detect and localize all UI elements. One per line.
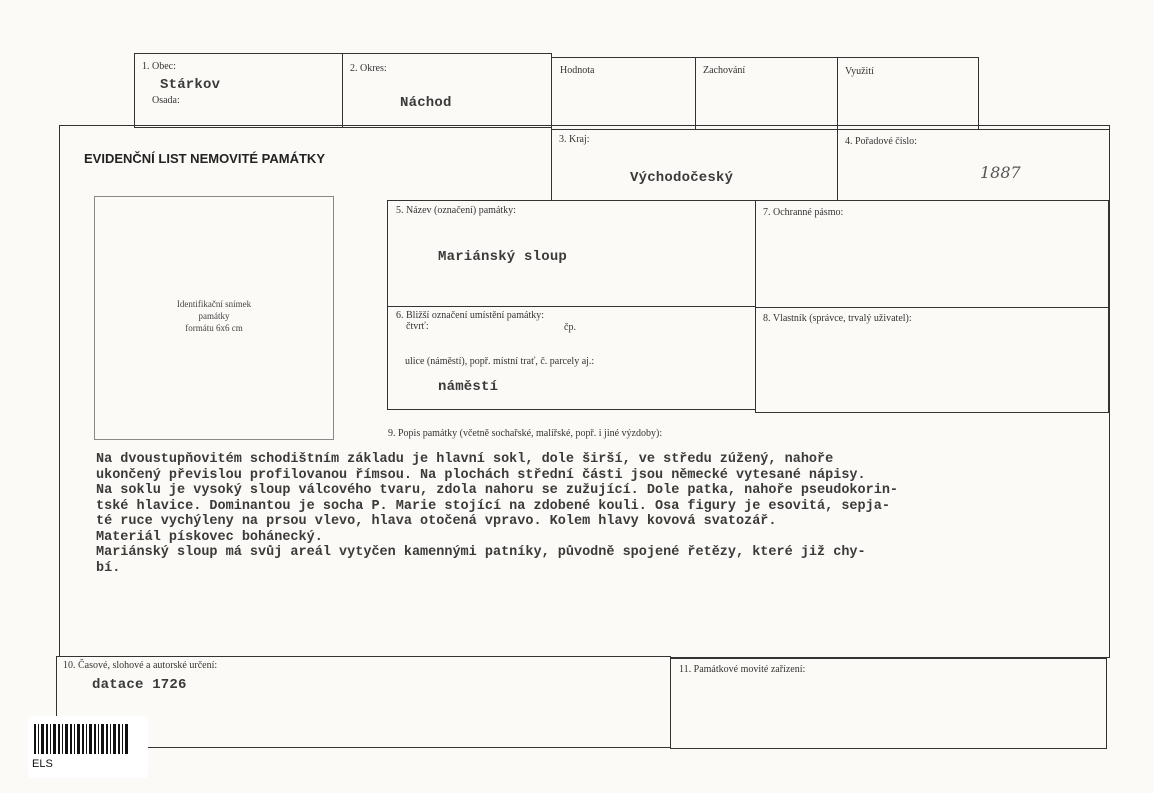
zachovani-label: Zachování: [703, 65, 746, 76]
hodnota-label: Hodnota: [560, 65, 595, 76]
ulice-label: ulice (náměstí), popř. místní trať, č. parcely aj.:: [405, 356, 595, 367]
kraj-label: 3. Kraj:: [559, 134, 590, 145]
poradove-label: 4. Pořadové číslo:: [845, 136, 917, 147]
form-title: EVIDENČNÍ LIST NEMOVITÉ PAMÁTKY: [84, 151, 325, 166]
zarizeni-label: 11. Památkové movité zařízení:: [679, 664, 806, 675]
ctvrt-label: čtvrť:: [406, 321, 429, 332]
umisteni-label: 6. Bližší označení umístění památky:: [396, 310, 545, 321]
description-line: Materiál pískovec bohánecký.: [96, 529, 323, 545]
kraj-value: Východočeský: [630, 170, 734, 186]
photo-caption-line-1: Identifikační snímek: [176, 299, 252, 309]
barcode-text: ELS: [32, 758, 53, 770]
ochranne-label: 7. Ochranné pásmo:: [763, 207, 844, 218]
barcode-icon: [34, 724, 130, 754]
cp-label: čp.: [564, 322, 576, 333]
kraj-box: [551, 129, 838, 202]
description-line: té ruce vychýleny na prsou vlevo, hlava otočená vpravo. Kolem hlavy kovová svatozář.: [96, 514, 777, 529]
description-line: Na soklu je vysoký sloup válcového tvaru, zdola nahoru se zužující. Dole patka, nahoře pseudokorin-: [96, 483, 899, 498]
description-line: tské hlavice. Dominantou je socha P. Marie stojící na zdobené kouli. Osa figury je esovitá, sepja-: [96, 498, 890, 514]
description-line: Mariánský sloup má svůj areál vytyčen kamennými patníky, původně spojené řetězy, které již chy-: [96, 545, 866, 560]
description-line: Na dvoustupňovitém schodištním základu je hlavní sokl, dole širší, ve středu zúžený, nahoře: [96, 452, 834, 467]
nazev-value: Mariánský sloup: [438, 249, 568, 265]
description-text: [96, 452, 898, 576]
obec-value: Stárkov: [160, 77, 221, 93]
description-line: bí.: [96, 560, 121, 576]
poradove-value: 1887: [980, 163, 1021, 182]
osada-label: Osada:: [152, 95, 180, 106]
photo-caption: [94, 298, 334, 334]
vyuziti-label: Využití: [845, 66, 874, 77]
okres-label: 2. Okres:: [350, 63, 387, 74]
photo-caption-line-3: formátu 6x6 cm: [185, 323, 243, 333]
ulice-value: náměstí: [438, 379, 499, 395]
nazev-label: 5. Název (označení) památky:: [396, 205, 516, 216]
description-line: ukončený převislou profilovanou římsou. Na plochách střední části jsou německé vytesané nápisy.: [96, 467, 866, 483]
casove-value: datace 1726: [92, 677, 187, 693]
obec-label: 1. Obec:: [142, 61, 176, 72]
casove-label: 10. Časové, slohové a autorské určení:: [63, 660, 218, 671]
okres-value: Náchod: [400, 95, 452, 111]
vlastnik-label: 8. Vlastník (správce, trvalý uživatel):: [763, 313, 912, 324]
popis-label: 9. Popis památky (včetně sochařské, malířské, popř. i jiné výzdoby):: [388, 428, 663, 439]
barcode-sticker: [28, 716, 148, 778]
photo-caption-line-2: památky: [198, 311, 230, 321]
